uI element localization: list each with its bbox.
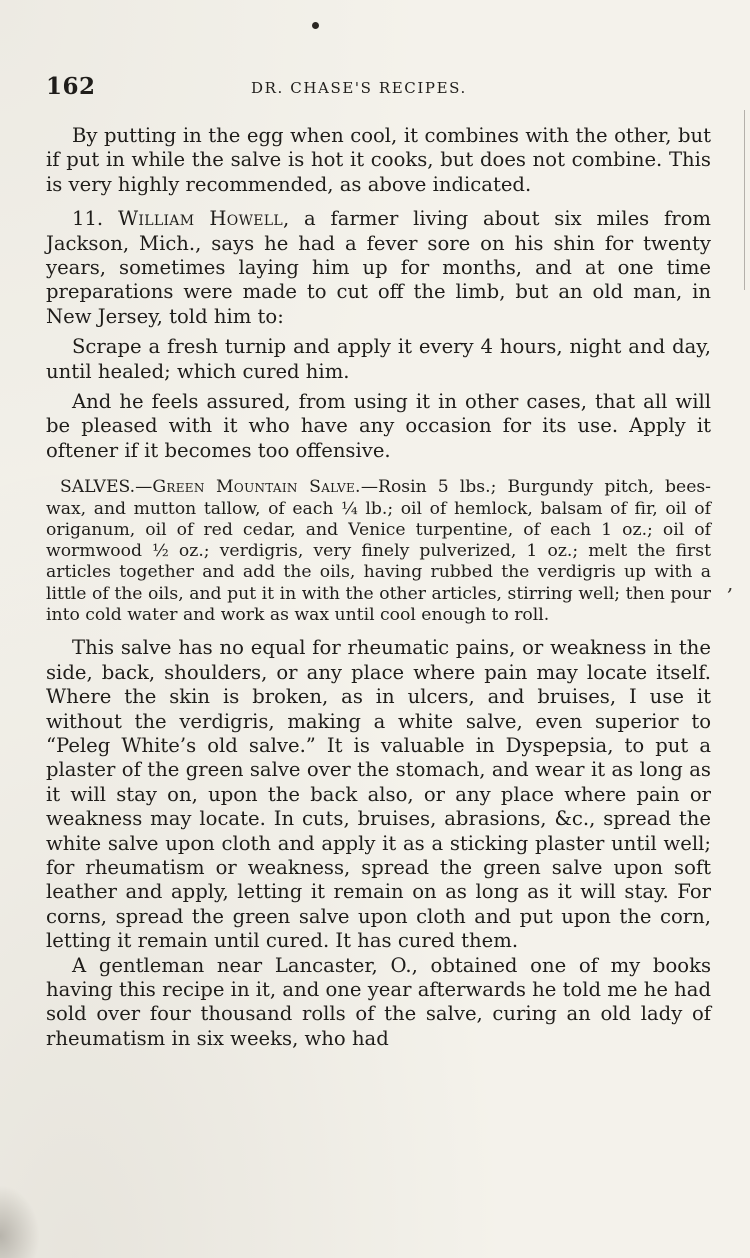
running-head: DR. CHASE'S RECIPES. [251, 79, 467, 97]
paragraph-turnip-remedy: Scrape a fresh turnip and apply it every 4 hours, night and day, until healed; which cured him. [46, 335, 711, 383]
recipe-text: —Rosin 5 lbs.; Burgundy pitch, bees-wax, and mutton tallow, of each ¼ lb.; oil of hemlock, balsam of fir, oil of origanum, oil of red cedar, and Venice turpentine, of each 1 oz.; oil of wormwood ½ oz.; verdigris, very finely pulverized, 1 oz.; melt the first articles together and add the oils, having rubbed the verdigris up with a little of the oils, and put it in with the other articles, stirring well; then pour into cold water and work as wax until cool enough to roll. [46, 477, 711, 626]
page-number: 162 [46, 73, 96, 100]
recipe-title: Green Mountain Salve. [152, 477, 361, 498]
section-heading: SALVES. [60, 477, 136, 498]
recipe-number: 11. [72, 207, 104, 231]
paragraph-lancaster-testimony: A gentleman near Lancaster, O., obtained one of my books having this recipe in it, and one year afterwards he told me he had sold over four thousand rolls of the salve, curing an old lady of rheumatism in six weeks, who had [46, 953, 711, 1050]
paragraph-salves-recipe [46, 477, 711, 626]
paragraph-assurance: And he feels assured, from using it in other cases, that all will be pleased with it who have any occasion for its use. Apply it oftener if it becomes too offensive. [46, 390, 711, 462]
page-header [46, 73, 710, 107]
paragraph-text: , a farmer living about six miles from Jackson, Mich., says he had a fever sore on his shin for twenty years, sometimes laying him up for months, and at one time preparations were made to cut off the limb, but an old man, in New Jersey, told him to: [46, 207, 712, 328]
paragraph-salve-uses: This salve has no equal for rheumatic pains, or weakness in the side, back, shoulders, or any place where pain may locate itself. Where the skin is broken, as in ulcers, and bruises, I use it without the verdigris, making a white salve, even superior to “Peleg White’s old salve.” It is valuable in Dyspepsia, to put a plaster of the green salve over the stomach, and wear it as long as it will stay on, upon the back also, or any place where pain or weakness may locate. In cuts, bruises, abrasions, &c., spread the white salve upon cloth and apply it as a sticking plaster until well; for rheumatism or weakness, spread the green salve upon soft leather and apply, letting it remain on as long as it will stay. For corns, spread the green salve upon cloth and put upon the corn, letting it remain until cured. It has cured them. [46, 636, 711, 953]
margin-mark: , [727, 571, 734, 595]
paragraph-egg-note: By putting in the egg when cool, it combines with the other, but if put in while the salve is hot it cooks, but does not combine. This is very highly recommended, as above indicated. [46, 124, 711, 196]
page-body [46, 124, 711, 1051]
heading-dash: — [135, 477, 153, 498]
corner-stain [0, 1185, 40, 1258]
page-edge-line [744, 110, 745, 290]
paragraph-william-howell [46, 207, 711, 329]
person-name: William Howell [117, 207, 283, 231]
ink-dot [312, 22, 319, 29]
